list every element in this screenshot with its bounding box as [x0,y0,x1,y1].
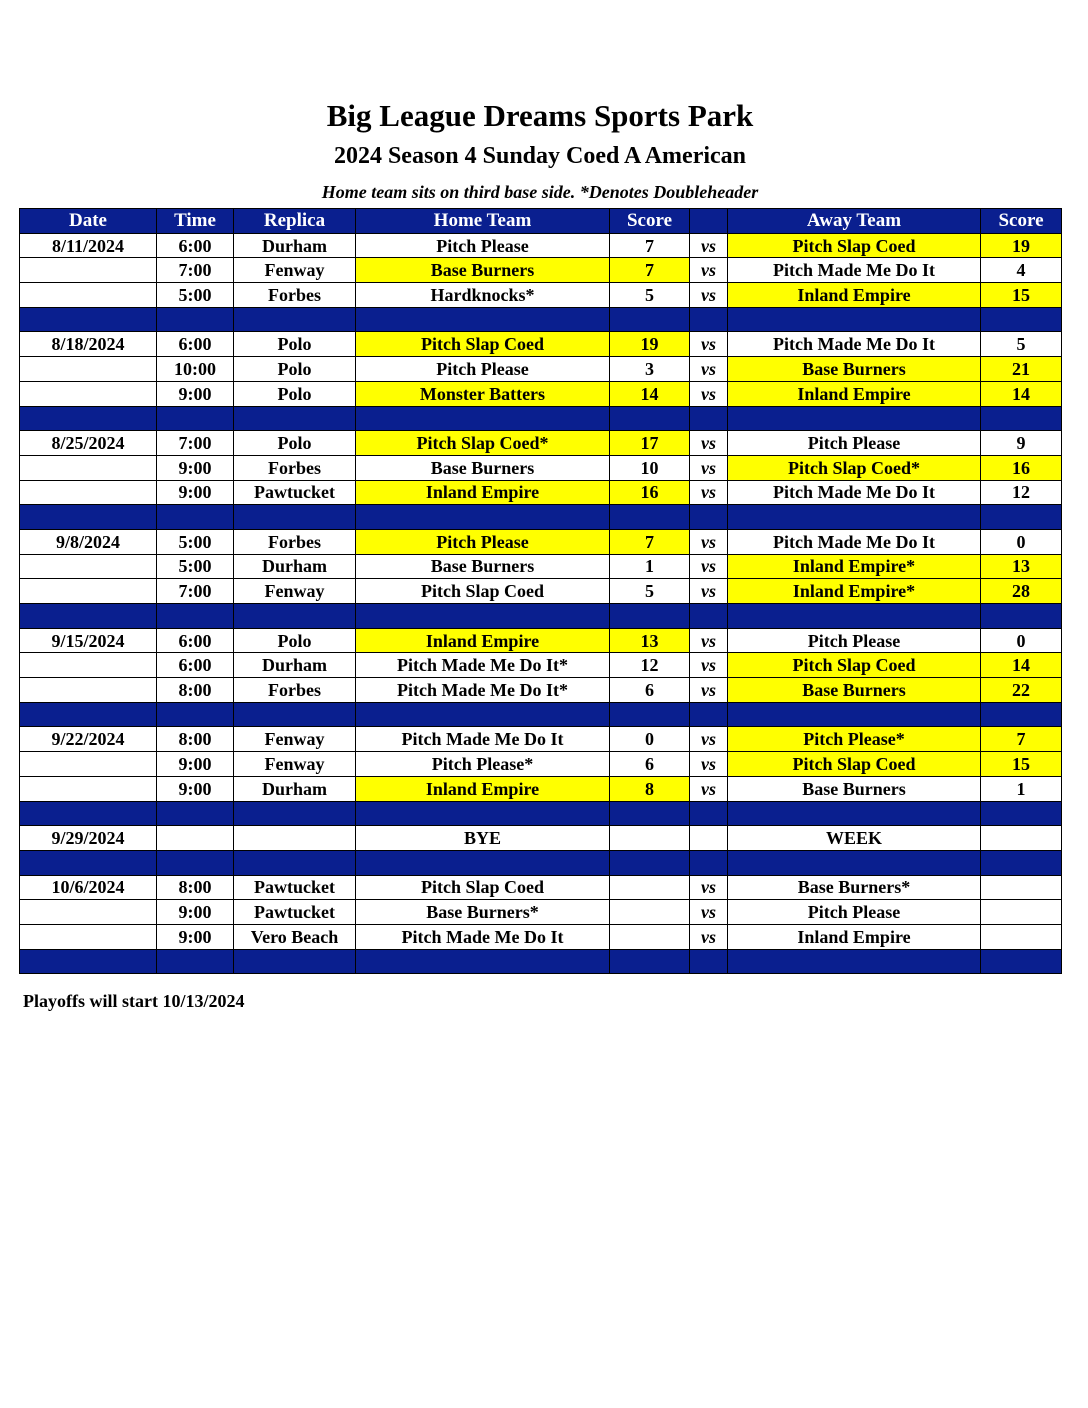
date-cell: 10/6/2024 [20,875,157,900]
away-score-cell: 0 [981,529,1062,554]
separator-cell [157,604,234,629]
separator-cell [728,949,981,974]
separator-cell [356,505,610,530]
away-score-cell: 28 [981,579,1062,604]
replica-cell: Vero Beach [234,924,356,949]
table-row [20,628,1062,653]
time-cell: 9:00 [157,752,234,777]
home-score-cell: 17 [610,431,690,456]
vs-cell: vs [690,455,728,480]
away-team-cell: Inland Empire [728,381,981,406]
separator-cell [981,505,1062,530]
away-team-cell: Pitch Please* [728,727,981,752]
home-score-cell: 0 [610,727,690,752]
date-cell [20,776,157,801]
away-score-cell: 5 [981,332,1062,357]
replica-cell: Polo [234,357,356,382]
home-score-cell: 7 [610,258,690,283]
away-team-cell: Pitch Slap Coed [728,752,981,777]
week-separator-row [20,505,1062,530]
separator-cell [234,702,356,727]
separator-cell [690,505,728,530]
table-row [20,480,1062,505]
home-team-cell: BYE [356,826,610,851]
away-team-cell: Inland Empire [728,924,981,949]
away-team-cell: Pitch Made Me Do It [728,480,981,505]
replica-cell: Polo [234,381,356,406]
time-cell: 9:00 [157,455,234,480]
date-cell [20,283,157,308]
separator-cell [728,702,981,727]
replica-cell: Forbes [234,455,356,480]
vs-cell: vs [690,529,728,554]
time-cell: 6:00 [157,233,234,258]
away-team-cell: WEEK [728,826,981,851]
table-row [20,332,1062,357]
table-row [20,752,1062,777]
separator-cell [690,850,728,875]
replica-cell: Fenway [234,727,356,752]
table-row [20,653,1062,678]
table-row [20,776,1062,801]
date-cell: 9/29/2024 [20,826,157,851]
home-team-cell: Pitch Slap Coed [356,875,610,900]
separator-cell [234,307,356,332]
table-row [20,579,1062,604]
away-team-cell: Pitch Please [728,628,981,653]
home-team-cell: Pitch Made Me Do It [356,727,610,752]
time-cell: 9:00 [157,381,234,406]
date-cell [20,480,157,505]
page-subtitle: 2024 Season 4 Sunday Coed A American [333,143,747,169]
away-team-cell: Base Burners* [728,875,981,900]
date-cell [20,554,157,579]
away-score-cell: 14 [981,381,1062,406]
home-team-cell: Inland Empire [356,776,610,801]
separator-cell [356,949,610,974]
header-home-score: Score [610,209,690,234]
separator-cell [157,702,234,727]
separator-cell [610,604,690,629]
vs-cell: vs [690,727,728,752]
home-score-cell: 3 [610,357,690,382]
vs-cell: vs [690,480,728,505]
header-replica: Replica [234,209,356,234]
week-separator-row [20,307,1062,332]
away-score-cell [981,924,1062,949]
replica-cell: Pawtucket [234,900,356,925]
time-cell: 8:00 [157,727,234,752]
home-team-cell: Pitch Slap Coed* [356,431,610,456]
time-cell: 10:00 [157,357,234,382]
separator-cell [690,604,728,629]
replica-cell: Polo [234,431,356,456]
separator-cell [157,406,234,431]
away-team-cell: Pitch Please [728,900,981,925]
date-cell [20,381,157,406]
away-team-cell: Pitch Made Me Do It [728,332,981,357]
away-team-cell: Base Burners [728,678,981,703]
home-score-cell: 5 [610,283,690,308]
separator-cell [690,307,728,332]
home-score-cell: 8 [610,776,690,801]
time-cell: 9:00 [157,776,234,801]
separator-cell [20,406,157,431]
table-row [20,875,1062,900]
week-separator-row [20,801,1062,826]
playoffs-note: Playoffs will start 10/13/2024 [23,991,245,1011]
time-cell: 6:00 [157,332,234,357]
away-score-cell: 22 [981,678,1062,703]
separator-cell [610,702,690,727]
home-team-cell: Pitch Please [356,529,610,554]
home-team-cell: Pitch Made Me Do It* [356,653,610,678]
separator-cell [20,801,157,826]
home-team-cell: Pitch Slap Coed [356,579,610,604]
home-score-cell: 14 [610,381,690,406]
vs-cell: vs [690,554,728,579]
separator-cell [20,949,157,974]
vs-cell: vs [690,900,728,925]
away-team-cell: Pitch Slap Coed [728,233,981,258]
date-cell: 8/11/2024 [20,233,157,258]
home-score-cell [610,900,690,925]
table-row [20,826,1062,851]
vs-cell: vs [690,283,728,308]
separator-cell [157,505,234,530]
separator-cell [690,406,728,431]
vs-cell [690,826,728,851]
time-cell: 8:00 [157,678,234,703]
home-team-cell: Inland Empire [356,628,610,653]
separator-cell [157,949,234,974]
date-cell [20,900,157,925]
replica-cell: Polo [234,628,356,653]
separator-cell [728,604,981,629]
header-date: Date [20,209,157,234]
home-team-cell: Pitch Slap Coed [356,332,610,357]
replica-cell: Forbes [234,678,356,703]
vs-cell: vs [690,579,728,604]
home-team-cell: Monster Batters [356,381,610,406]
home-score-cell: 13 [610,628,690,653]
home-score-cell [610,826,690,851]
away-score-cell: 15 [981,283,1062,308]
separator-cell [157,801,234,826]
replica-cell: Fenway [234,579,356,604]
separator-cell [981,850,1062,875]
separator-cell [356,307,610,332]
separator-cell [690,949,728,974]
separator-cell [234,406,356,431]
replica-cell [234,826,356,851]
separator-cell [981,307,1062,332]
separator-cell [356,702,610,727]
week-separator-row [20,406,1062,431]
table-row [20,924,1062,949]
date-cell [20,752,157,777]
vs-cell: vs [690,233,728,258]
away-team-cell: Inland Empire* [728,554,981,579]
date-cell: 8/18/2024 [20,332,157,357]
home-team-cell: Pitch Made Me Do It* [356,678,610,703]
replica-cell: Pawtucket [234,875,356,900]
away-team-cell: Pitch Please [728,431,981,456]
separator-cell [690,702,728,727]
away-score-cell: 9 [981,431,1062,456]
table-row [20,258,1062,283]
doubleheader-note: Home team sits on third base side. *Denotes Doubleheader [321,182,759,202]
table-row [20,678,1062,703]
away-score-cell: 13 [981,554,1062,579]
away-team-cell: Base Burners [728,776,981,801]
table-row [20,727,1062,752]
separator-cell [20,604,157,629]
away-score-cell: 12 [981,480,1062,505]
home-team-cell: Base Burners* [356,900,610,925]
away-team-cell: Inland Empire* [728,579,981,604]
table-row [20,283,1062,308]
separator-cell [728,505,981,530]
away-score-cell [981,900,1062,925]
date-cell: 9/8/2024 [20,529,157,554]
away-score-cell: 16 [981,455,1062,480]
separator-cell [356,801,610,826]
away-score-cell: 15 [981,752,1062,777]
table-row [20,233,1062,258]
table-row [20,529,1062,554]
schedule-table [19,208,1062,974]
date-cell [20,258,157,283]
separator-cell [234,801,356,826]
replica-cell: Polo [234,332,356,357]
header-away-team: Away Team [728,209,981,234]
home-score-cell: 7 [610,233,690,258]
replica-cell: Pawtucket [234,480,356,505]
time-cell: 9:00 [157,900,234,925]
vs-cell: vs [690,332,728,357]
separator-cell [356,604,610,629]
separator-cell [234,850,356,875]
time-cell: 9:00 [157,924,234,949]
time-cell [157,826,234,851]
replica-cell: Durham [234,554,356,579]
date-cell: 9/22/2024 [20,727,157,752]
date-cell: 8/25/2024 [20,431,157,456]
away-score-cell: 0 [981,628,1062,653]
separator-cell [981,406,1062,431]
away-team-cell: Base Burners [728,357,981,382]
home-team-cell: Pitch Please* [356,752,610,777]
home-team-cell: Pitch Please [356,357,610,382]
time-cell: 6:00 [157,653,234,678]
away-team-cell: Inland Empire [728,283,981,308]
time-cell: 7:00 [157,258,234,283]
separator-cell [20,850,157,875]
vs-cell: vs [690,431,728,456]
separator-cell [356,850,610,875]
home-team-cell: Hardknocks* [356,283,610,308]
time-cell: 7:00 [157,579,234,604]
time-cell: 7:00 [157,431,234,456]
date-cell [20,579,157,604]
time-cell: 5:00 [157,283,234,308]
home-team-cell: Base Burners [356,554,610,579]
separator-cell [610,406,690,431]
home-score-cell: 10 [610,455,690,480]
home-score-cell: 6 [610,678,690,703]
table-row [20,554,1062,579]
home-team-cell: Pitch Please [356,233,610,258]
date-cell [20,455,157,480]
home-score-cell [610,875,690,900]
week-separator-row [20,949,1062,974]
away-team-cell: Pitch Slap Coed [728,653,981,678]
home-score-cell: 5 [610,579,690,604]
away-score-cell: 19 [981,233,1062,258]
separator-cell [20,307,157,332]
home-score-cell: 7 [610,529,690,554]
home-score-cell: 12 [610,653,690,678]
separator-cell [610,505,690,530]
separator-cell [610,307,690,332]
away-score-cell: 4 [981,258,1062,283]
separator-cell [981,949,1062,974]
separator-cell [610,850,690,875]
replica-cell: Durham [234,653,356,678]
home-score-cell: 1 [610,554,690,579]
vs-cell: vs [690,678,728,703]
separator-cell [20,702,157,727]
separator-cell [610,801,690,826]
week-separator-row [20,604,1062,629]
vs-cell: vs [690,628,728,653]
date-cell [20,653,157,678]
date-cell [20,357,157,382]
vs-cell: vs [690,776,728,801]
time-cell: 9:00 [157,480,234,505]
replica-cell: Durham [234,233,356,258]
away-team-cell: Pitch Slap Coed* [728,455,981,480]
home-score-cell [610,924,690,949]
time-cell: 5:00 [157,554,234,579]
time-cell: 8:00 [157,875,234,900]
table-row [20,357,1062,382]
replica-cell: Forbes [234,283,356,308]
home-score-cell: 6 [610,752,690,777]
away-score-cell [981,875,1062,900]
table-row [20,381,1062,406]
separator-cell [356,406,610,431]
date-cell [20,924,157,949]
separator-cell [728,307,981,332]
table-row [20,900,1062,925]
vs-cell: vs [690,381,728,406]
away-score-cell: 14 [981,653,1062,678]
separator-cell [234,604,356,629]
header-vs [690,209,728,234]
home-team-cell: Pitch Made Me Do It [356,924,610,949]
vs-cell: vs [690,653,728,678]
table-row [20,431,1062,456]
vs-cell: vs [690,752,728,777]
separator-cell [234,949,356,974]
time-cell: 6:00 [157,628,234,653]
separator-cell [610,949,690,974]
vs-cell: vs [690,357,728,382]
header-home-team: Home Team [356,209,610,234]
vs-cell: vs [690,258,728,283]
separator-cell [981,702,1062,727]
home-team-cell: Base Burners [356,258,610,283]
away-score-cell: 1 [981,776,1062,801]
time-cell: 5:00 [157,529,234,554]
date-cell: 9/15/2024 [20,628,157,653]
date-cell [20,678,157,703]
away-score-cell: 7 [981,727,1062,752]
away-team-cell: Pitch Made Me Do It [728,258,981,283]
vs-cell: vs [690,924,728,949]
away-score-cell [981,826,1062,851]
separator-cell [728,801,981,826]
separator-cell [728,406,981,431]
replica-cell: Fenway [234,258,356,283]
header-row [20,209,1062,234]
schedule-body [20,233,1062,974]
separator-cell [981,801,1062,826]
home-score-cell: 19 [610,332,690,357]
vs-cell: vs [690,875,728,900]
separator-cell [20,505,157,530]
replica-cell: Forbes [234,529,356,554]
week-separator-row [20,702,1062,727]
separator-cell [234,505,356,530]
home-team-cell: Base Burners [356,455,610,480]
separator-cell [157,850,234,875]
home-score-cell: 16 [610,480,690,505]
table-row [20,455,1062,480]
replica-cell: Durham [234,776,356,801]
header-time: Time [157,209,234,234]
week-separator-row [20,850,1062,875]
header-away-score: Score [981,209,1062,234]
away-team-cell: Pitch Made Me Do It [728,529,981,554]
separator-cell [690,801,728,826]
away-score-cell: 21 [981,357,1062,382]
separator-cell [157,307,234,332]
separator-cell [981,604,1062,629]
page-title: Big League Dreams Sports Park [326,98,754,133]
separator-cell [728,850,981,875]
home-team-cell: Inland Empire [356,480,610,505]
replica-cell: Fenway [234,752,356,777]
